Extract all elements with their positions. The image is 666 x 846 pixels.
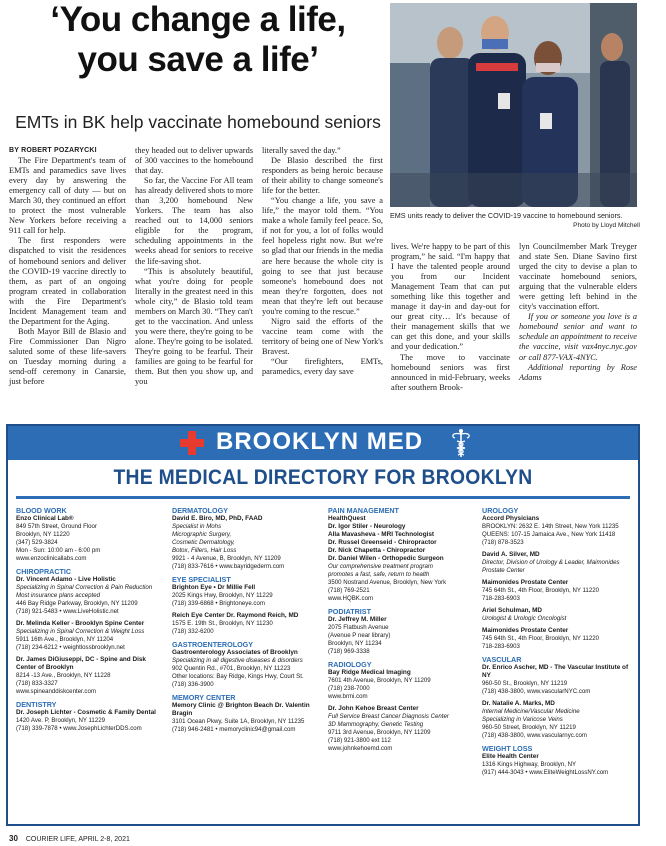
provider-detail: www.HQBK.com bbox=[328, 595, 374, 602]
directory-entry bbox=[482, 515, 632, 547]
headline-line-1: ‘You change a life, bbox=[50, 0, 346, 39]
provider-name: Ariel Schulman, MD bbox=[482, 607, 543, 614]
directory-entry bbox=[482, 607, 632, 623]
provider-name: Memory Clinic @ Brighton Beach Dr. Valentin Bragin bbox=[172, 702, 310, 717]
provider-detail: (917) 444-3043 • www.EliteWeightLossNY.com bbox=[482, 769, 609, 776]
article-photo bbox=[390, 3, 637, 207]
paragraph: The Fire Department's team of EMTs and paramedics save lives every day by answering the emergency call of duty — but on March 30, they continued an effort to protect the most vulnerable New Yorkers before receiving a 911 call for help. bbox=[9, 156, 126, 236]
provider-detail: 718-283-6903 bbox=[482, 643, 520, 650]
provider-detail: 1420 Ave. P, Brooklyn, NY 11229 bbox=[16, 717, 105, 724]
paragraph: “Our firefighters, EMTs, paramedics, every day save bbox=[262, 356, 383, 377]
provider-specialty: Specializing in Spinal Correction & Pain Reduction bbox=[16, 584, 153, 591]
provider-name: Dr. Nick Chapetta - Chiropractor bbox=[328, 547, 426, 554]
headline bbox=[9, 0, 387, 80]
paragraph: lives. We're happy to be part of this program,” he said. “I'm happy that I have the talented people around you from our Incident Management Team that can put something like this together and manage it day-in and day-out for our great city… It's because of their management skills that we can get this done, and your skills and your dedication.” bbox=[391, 242, 510, 352]
directory-entry bbox=[16, 620, 166, 652]
directory-entry bbox=[328, 547, 478, 555]
directory-entry bbox=[172, 612, 322, 636]
paragraph: “This is absolutely beautiful, what you're doing for people literally in the greatest need in this whole city,” de Blasio told team members on March 30. “They can't get to the vaccination. And unless you were there, they're going to be alone. They're going to be isolated. They're going to be fearful. Their families are going to be fearful for them. But then you show up, and you bbox=[135, 266, 253, 387]
provider-detail: (718) 769-2521 bbox=[328, 587, 370, 594]
provider-name: Dr. Russel Greenseid - Chiropractor bbox=[328, 539, 437, 546]
directory-entry bbox=[16, 656, 166, 696]
provider-detail: 8214 -13 Ave., Brooklyn, NY 11228 bbox=[16, 672, 111, 679]
provider-name: Dr. Joseph Lichter - Cosmetic & Family Dental bbox=[16, 709, 156, 716]
article-column-1 bbox=[9, 146, 126, 387]
provider-detail: (Avenue P near library) bbox=[328, 632, 391, 639]
provider-specialty: Specializing in Spinal Correction & Weight Loss bbox=[16, 628, 145, 635]
directory-category: UROLOGY bbox=[482, 506, 519, 515]
directory-entry bbox=[328, 555, 478, 603]
provider-name: Enzo Clinical Lab® bbox=[16, 515, 74, 522]
provider-name: Accord Physicians bbox=[482, 515, 540, 522]
provider-name: Elite Health Center bbox=[482, 753, 539, 760]
provider-detail: www.spineanddiskcenter.com bbox=[16, 688, 96, 695]
provider-detail: www.johnkehoemd.com bbox=[328, 745, 393, 752]
paragraph: Nigro said the efforts of the vaccine team come with the territory of being one of New York's Bravest. bbox=[262, 316, 383, 356]
provider-name: Dr. Natalie A. Marks, MD bbox=[482, 700, 555, 707]
provider-detail: 3101 Ocean Pkwy, Suite 1A, Brooklyn, NY 11235 bbox=[172, 718, 305, 725]
provider-detail: 2075 Flatbush Avenue bbox=[328, 624, 389, 631]
directory-column-3 bbox=[328, 506, 478, 757]
provider-detail: (718) 438-3800, www.vascularnyc.com bbox=[482, 732, 587, 739]
directory-category: WEIGHT LOSS bbox=[482, 744, 533, 753]
directory-entry bbox=[16, 576, 166, 616]
provider-detail: 9921 - 4 Avenue, B, Brooklyn, NY 11209 bbox=[172, 555, 281, 562]
provider-detail: (718) 339-6868 • Brightoneye.com bbox=[172, 600, 265, 607]
article-column-2 bbox=[135, 146, 253, 387]
photo-credit: Photo by Lloyd Mitchell bbox=[573, 222, 640, 229]
provider-name: Maimonides Prostate Center bbox=[482, 579, 569, 586]
provider-detail: www.brmi.com bbox=[328, 693, 368, 700]
byline: BY ROBERT POZARYCKI bbox=[9, 147, 97, 154]
provider-name: Dr. Igor Stiler - Neurology bbox=[328, 523, 406, 530]
provider-detail: 9711 3rd Avenue, Brooklyn, NY 11209 bbox=[328, 729, 431, 736]
directory-entry bbox=[328, 705, 478, 753]
provider-specialty: Botox, Fillers, Hair Loss bbox=[172, 547, 237, 554]
directory-category: CHIROPRACTIC bbox=[16, 567, 72, 576]
provider-name: Brighton Eye • Dr Millie Fell bbox=[172, 584, 256, 591]
paragraph: Both Mayor Bill de Blasio and Fire Commissioner Dan Nigro saluted some of these life-savers on Tuesday morning during a send-off ceremony in Canarsie, just before bbox=[9, 326, 126, 387]
photo-caption bbox=[390, 211, 640, 231]
directory-entry bbox=[328, 515, 478, 523]
paragraph: So far, the Vaccine For All team has already delivered shots to more than 3,200 homebound New Yorkers. The team has also reached out to 14,000 seniors eligible for the program, scheduling appointments in the weeks ahead for seniors to receive the life-saving shot. bbox=[135, 176, 253, 266]
directory-category: DERMATOLOGY bbox=[172, 506, 229, 515]
article-column-5 bbox=[519, 242, 637, 383]
provider-specialty: Full Service Breast Cancer Diagnosis Center bbox=[328, 713, 449, 720]
directory-entry bbox=[16, 515, 166, 563]
provider-specialty: Specializing in Varicose Veins bbox=[482, 716, 563, 723]
provider-name: Maimonides Prostate Center bbox=[482, 627, 569, 634]
provider-detail: (718) 339-7878 • www.JosephLichterDDS.com bbox=[16, 725, 142, 732]
provider-specialty: 3D Mammography, Genetic Testing bbox=[328, 721, 424, 728]
provider-detail: Other locations: Bay Ridge, Kings Hwy, Court St. bbox=[172, 673, 304, 680]
additional-reporting: Additional reporting by Rose Adams bbox=[519, 362, 637, 382]
directory-category: GASTROENTEROLOGY bbox=[172, 640, 254, 649]
provider-specialty: Internal Medicine/Vascular Medicine bbox=[482, 708, 580, 715]
provider-name: Dr. Enrico Ascher, MD - The Vascular Institute of NY bbox=[482, 664, 629, 679]
ad-banner-title: BROOKLYN MED bbox=[216, 428, 424, 455]
directory-category: EYE SPECIALIST bbox=[172, 575, 231, 584]
article-column-4 bbox=[391, 242, 510, 393]
provider-name: David E. Bi​ro, MD, PhD, FAAD bbox=[172, 515, 263, 522]
provider-name: Dr. Vincent Adamo - Live Holistic bbox=[16, 576, 116, 583]
provider-specialty: Urologist & Urologic Oncologist bbox=[482, 615, 567, 622]
paragraph: lyn Councilmember Mark Treyger and state Sen. Diane Savino first urged the city to devise a plan to vaccinate homebound seniors, arguing that the vulnerable elders were getting left behind in the city's vaccination effort. bbox=[519, 242, 637, 312]
directory-entry bbox=[482, 700, 632, 740]
provider-detail: 2025 Kings Hwy, Brooklyn, NY 11229 bbox=[172, 592, 273, 599]
provider-detail: (347) 529-3824 bbox=[16, 539, 58, 546]
directory-column-1 bbox=[16, 506, 166, 737]
directory-category: VASCULAR bbox=[482, 655, 522, 664]
provider-specialty: Cosmetic Dermatology, bbox=[172, 539, 235, 546]
provider-detail: (718) 969-3338 bbox=[328, 648, 370, 655]
directory-entry bbox=[482, 753, 632, 777]
provider-detail: 849 57th Street, Ground Floor bbox=[16, 523, 97, 530]
directory-column-4 bbox=[482, 506, 632, 781]
provider-specialty: Prostate Center bbox=[482, 567, 525, 574]
provider-specialty: Most insurance plans accepted bbox=[16, 592, 101, 599]
provider-specialty: Specializing in all digestive diseases & disorders bbox=[172, 657, 303, 664]
provider-detail: (718) 336-3900 bbox=[172, 681, 214, 688]
provider-name: Dr. Jeffrey M. Miller bbox=[328, 616, 387, 623]
directory-category: PAIN MANAGEMENT bbox=[328, 506, 399, 515]
provider-detail: 745 64th St., 4th Floor, Brooklyn, NY 11220 bbox=[482, 587, 599, 594]
provider-name: Bay Ridge Medical Imaging bbox=[328, 669, 411, 676]
emt-photo-illustration bbox=[390, 3, 637, 207]
provider-specialty: Our comprehensive treatment program bbox=[328, 563, 433, 570]
directory-entry bbox=[172, 702, 322, 734]
provider-detail: 718-283-6903 bbox=[482, 595, 520, 602]
directory-category: RADIOLOGY bbox=[328, 660, 372, 669]
page-number: 30 bbox=[9, 834, 18, 843]
paragraph: they headed out to deliver upwards of 300 vaccines to the homebound that day. bbox=[135, 146, 253, 176]
provider-detail: www.enzoclinicallabs.com bbox=[16, 555, 87, 562]
directory-entry bbox=[328, 669, 478, 701]
page-footer bbox=[9, 834, 130, 843]
publication-line: COURIER LIFE, APRIL 2-8, 2021 bbox=[25, 836, 130, 843]
provider-detail: (718) 238-7000 bbox=[328, 685, 370, 692]
provider-detail: (718) 833-3327 bbox=[16, 680, 58, 687]
article-column-3 bbox=[262, 146, 383, 377]
caduceus-icon bbox=[450, 428, 472, 458]
paragraph: “You change a life, you save a life,” the mayor told them. “You make a whole family feel peace. So, if not for you, a lot of folks would feel hopeless right now. But we're so glad that our friends in the media are here because the whole city is going to see that just because someone's homebound does not mean they're forgotten, does not mean that they're left out because you're coming to the rescue.” bbox=[262, 196, 383, 316]
provider-detail: 902 Quentin Rd., #701, Brooklyn, NY 11223 bbox=[172, 665, 291, 672]
ad-subtitle: THE MEDICAL DIRECTORY FOR BROOKLYN bbox=[113, 466, 533, 489]
provider-detail: (718) 438-3800, www.vascularNYC.com bbox=[482, 688, 591, 695]
provider-detail: 7601 4th Avenue, Brooklyn, NY 11209 bbox=[328, 677, 431, 684]
subheadline: EMTs in BK help vaccinate homebound seniors bbox=[15, 112, 381, 132]
provider-specialty: Micrographic Surgery, bbox=[172, 531, 232, 538]
directory-entry bbox=[328, 531, 478, 539]
medical-directory-ad bbox=[6, 424, 640, 826]
paragraph: The move to vaccinate homebound seniors was first announced in mid-February, weeks after southern Brook- bbox=[391, 352, 510, 392]
provider-specialty: Director, Division of Urology & Leader, Maimonides bbox=[482, 559, 620, 566]
directory-entry bbox=[172, 515, 322, 571]
paragraph: The first responders were dispatched to visit the residences of homebound seniors and deliver the COVID-19 vaccine directly to them, as part of an ongoing program created in collaboration with the Fire Department's Incident Management team and the Department for the Aging. bbox=[9, 236, 126, 326]
directory-entry bbox=[482, 579, 632, 603]
provider-detail: (718) 332-6200 bbox=[172, 628, 214, 635]
provider-detail: (718) 921-5483 • www.LiveHolistic.net bbox=[16, 608, 119, 615]
directory-entry bbox=[16, 709, 166, 733]
provider-detail: BROOKLYN: 2632 E. 14th Street, New York 11235 bbox=[482, 523, 619, 530]
headline-line-2: you save a life’ bbox=[77, 40, 319, 79]
provider-detail: 960-50 St., Brooklyn, NY 11219 bbox=[482, 680, 568, 687]
provider-name: Dr. James DiGiuseppi, DC - Spine and Disk Center of Brooklyn bbox=[16, 656, 146, 671]
provider-name: HealthQuest bbox=[328, 515, 366, 522]
directory-category: PODIATRIST bbox=[328, 607, 371, 616]
provider-detail: (718) 921-3800 ext 112 bbox=[328, 737, 391, 744]
paragraph-italic: If you or someone you love is a homebound senior and want to schedule an appointment to receive the vaccine, visit vax4nyc.nyc.gov or call 877-VAX-4NYC. bbox=[519, 312, 637, 362]
provider-name: Gastroenterology Associates of Brooklyn bbox=[172, 649, 298, 656]
provider-name: Dr. Daniel Wilen - Orthopedic Surgeon bbox=[328, 555, 444, 562]
provider-detail: (718) 833-7616 • www.bayridgederm.com bbox=[172, 563, 285, 570]
provider-detail: 5911 16th Ave., Brooklyn, NY 11204 bbox=[16, 636, 114, 643]
medical-cross-icon bbox=[180, 431, 204, 455]
provider-detail: Brooklyn, NY 11234 bbox=[328, 640, 382, 647]
provider-name: David A. Silver, MD bbox=[482, 551, 540, 558]
directory-entry bbox=[482, 664, 632, 696]
provider-name: Reich Eye Center Dr. Raymond Reich, MD bbox=[172, 612, 299, 619]
directory-entry bbox=[482, 551, 632, 575]
ad-banner bbox=[8, 426, 638, 460]
paragraph: De Blasio described the first responders as being heroic because of their ability to change someone's life for the better. bbox=[262, 156, 383, 196]
directory-entry bbox=[328, 523, 478, 531]
provider-detail: 1316 Kings Highway, Brooklyn, NY bbox=[482, 761, 577, 768]
provider-name: Alla Mavasheva - MRI Technologist bbox=[328, 531, 435, 538]
directory-entry bbox=[172, 584, 322, 608]
directory-column-2 bbox=[172, 506, 322, 738]
provider-name: Dr. Melinda Keller - Brooklyn Spine Center bbox=[16, 620, 145, 627]
provider-detail: (718) 946-2481 • memoryclinic94@gmail.com bbox=[172, 726, 296, 733]
directory-entry bbox=[482, 627, 632, 651]
directory-category: BLOOD WORK bbox=[16, 506, 67, 515]
provider-detail: (718) 234-6212 • weightlossbrooklyn.net bbox=[16, 644, 125, 651]
provider-name: Dr. John Kehoe Breast Center bbox=[328, 705, 419, 712]
directory-entry bbox=[172, 649, 322, 689]
provider-detail: 1575 E. 19th St., Brooklyn, NY 11230 bbox=[172, 620, 273, 627]
provider-detail: 745 64th St., 4th Floor, Brooklyn, NY 11220 bbox=[482, 635, 599, 642]
directory-entry bbox=[328, 616, 478, 656]
provider-detail: (718) 878-3523 bbox=[482, 539, 524, 546]
directory-category: DENTISTRY bbox=[16, 700, 57, 709]
directory-entry bbox=[328, 539, 478, 547]
provider-detail: 3500 Nostrand Avenue, Brooklyn, New York bbox=[328, 579, 447, 586]
provider-detail: 960-50 Street, Brooklyn, NY 11219 bbox=[482, 724, 576, 731]
caption-text: EMS units ready to deliver the COVID-19 vaccine to homebound seniors. bbox=[390, 211, 623, 220]
paragraph: literally saved the day.” bbox=[262, 146, 341, 155]
provider-detail: QUEENS: 107-15 Jamaica Ave., New York 11418 bbox=[482, 531, 616, 538]
provider-specialty: promotes a fast, safe, return to health bbox=[328, 571, 430, 578]
provider-detail: 446 Bay Ridge Parkway, Brooklyn, NY 11209 bbox=[16, 600, 138, 607]
divider bbox=[16, 496, 630, 499]
provider-specialty: Specialist in Mohs bbox=[172, 523, 222, 530]
directory-category: MEMORY CENTER bbox=[172, 693, 236, 702]
provider-detail: Brooklyn, NY 11220 bbox=[16, 531, 70, 538]
provider-detail: Mon - Sun: 10:00 am - 6:00 pm bbox=[16, 547, 101, 554]
